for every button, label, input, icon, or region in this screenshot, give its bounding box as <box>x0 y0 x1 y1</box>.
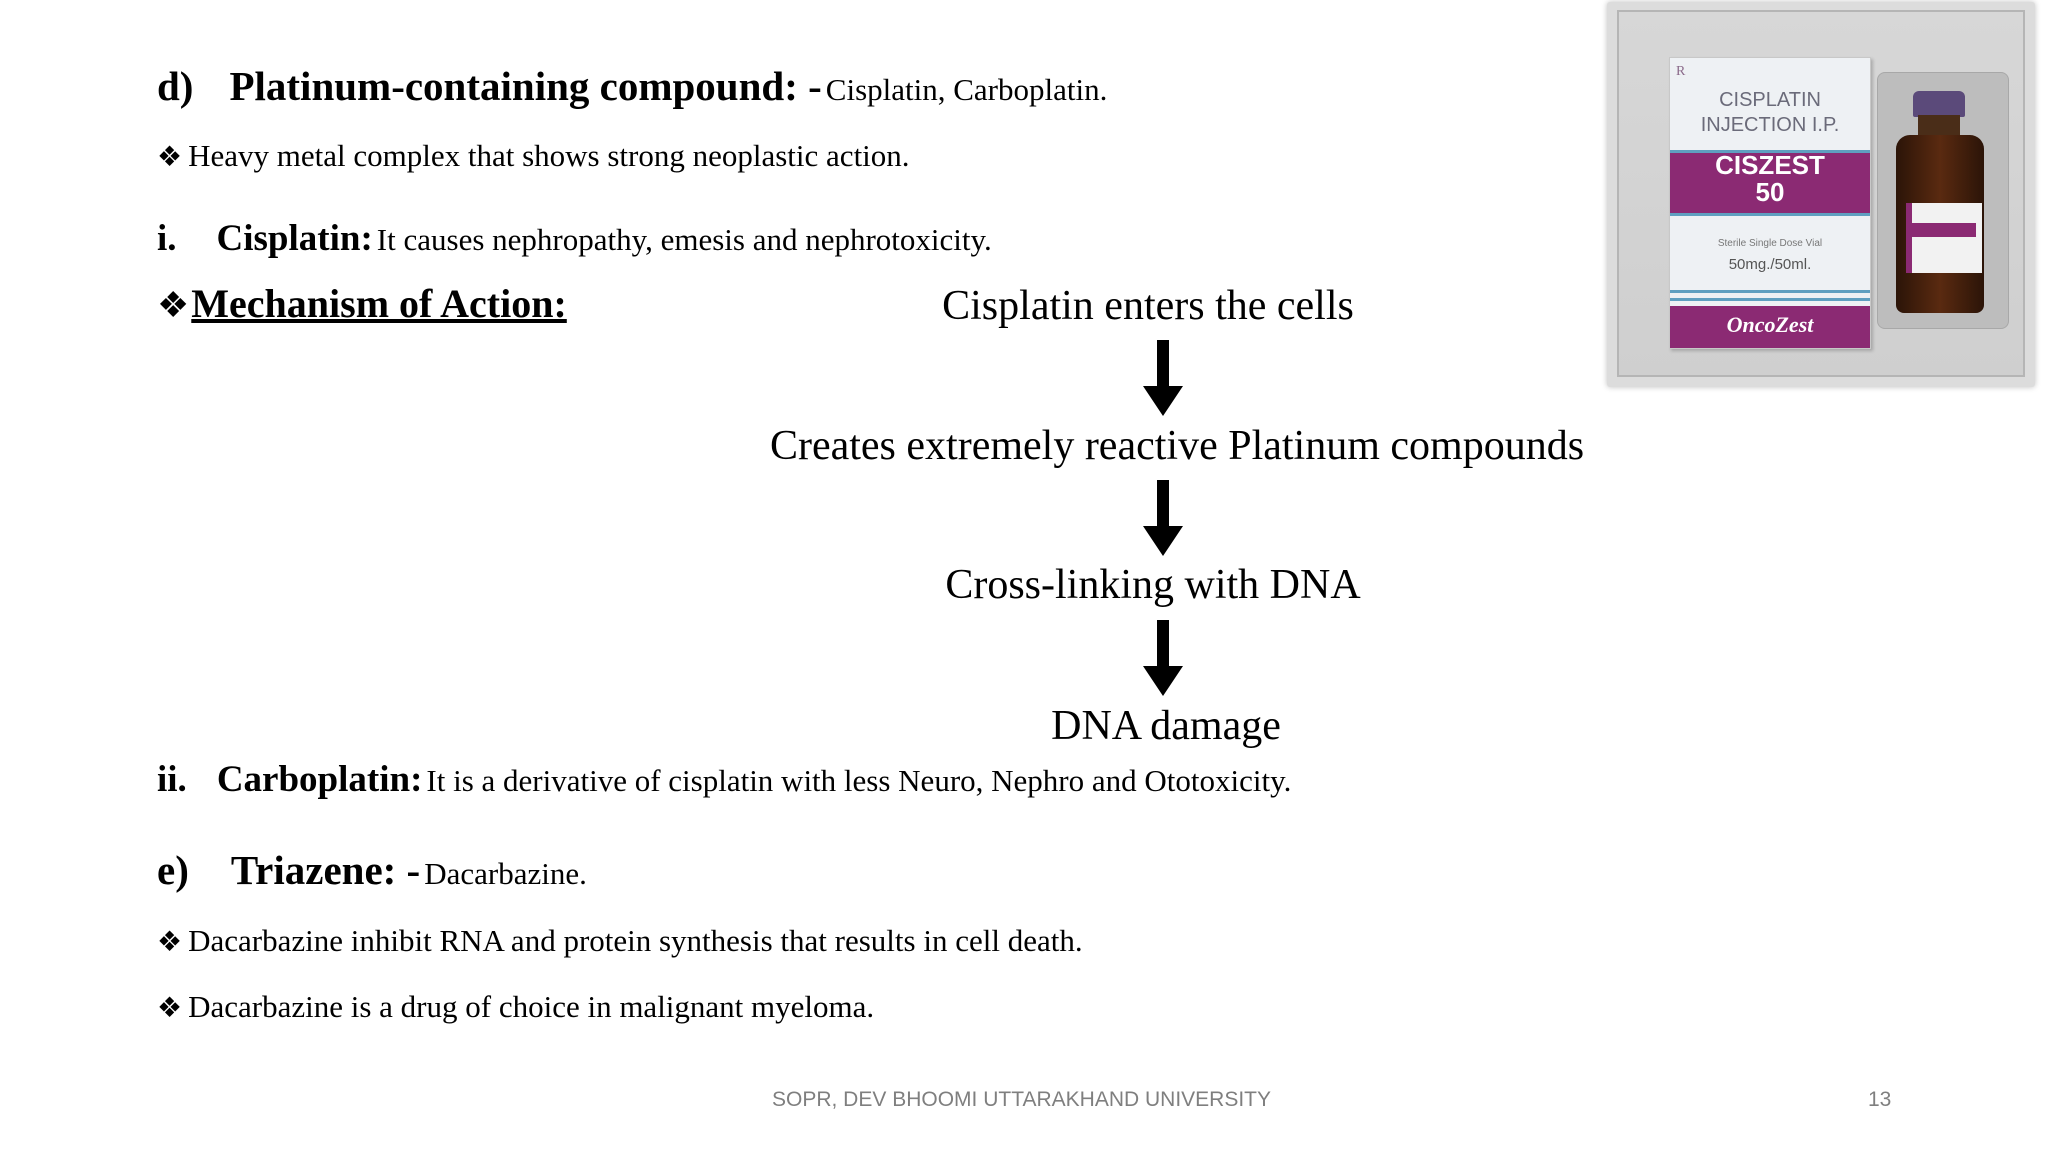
vial-label-stripe <box>1912 223 1976 237</box>
flow-arrow-1 <box>1141 340 1185 416</box>
box-divider <box>1670 290 1870 293</box>
cisplatin-marker: i. <box>157 218 177 259</box>
box-small-text: Sterile Single Dose Vial <box>1717 238 1823 249</box>
bullet-dacarbazine-1 <box>157 923 1083 959</box>
box-divider <box>1670 298 1870 301</box>
flow-arrow-3 <box>1141 620 1185 696</box>
bullet-dacarbazine-1-text: Dacarbazine inhibit RNA and protein synthesis that results in cell death. <box>188 923 1083 958</box>
cisplatin-item <box>157 217 992 260</box>
medicine-box <box>1669 57 1871 349</box>
bullet-dacarbazine-2 <box>157 989 874 1025</box>
vial-neck <box>1918 115 1960 137</box>
bullet-dacarbazine-2-text: Dacarbazine is a drug of choice in malignant myeloma. <box>188 989 875 1024</box>
cisplatin-text: It causes nephropathy, emesis and nephrotoxicity. <box>376 222 992 257</box>
carboplatin-marker: ii. <box>157 759 187 800</box>
photo-background <box>1617 10 2025 377</box>
bullet-icon: ❖ <box>157 142 183 173</box>
mechanism-heading <box>157 280 567 327</box>
carboplatin-text: It is a derivative of cisplatin with less Neuro, Nephro and Ototoxicity. <box>426 763 1292 798</box>
product-photo <box>1607 2 2035 387</box>
vial-tray <box>1877 72 2009 329</box>
section-e-marker: e) <box>157 847 189 893</box>
bullet-heavy-metal <box>157 138 910 174</box>
flow-arrow-2 <box>1141 480 1185 556</box>
section-e-title: Triazene: - <box>230 847 421 893</box>
cisplatin-label: Cisplatin: <box>216 218 373 259</box>
box-maker-logo: OncoZest <box>1726 312 1814 337</box>
section-d-examples: Cisplatin, Carboplatin. <box>825 72 1108 107</box>
box-brand-line-1: CISZEST <box>1715 150 1825 180</box>
carboplatin-label: Carboplatin: <box>216 759 423 800</box>
mechanism-title: Mechanism of Action: <box>191 281 567 326</box>
footer-page-number: 13 <box>1868 1088 1892 1111</box>
box-title-line-1: CISPLATIN <box>1719 89 1821 111</box>
section-d-heading <box>157 62 1107 110</box>
section-e-examples: Dacarbazine. <box>424 856 587 891</box>
flow-step-4: DNA damage <box>1051 703 1281 749</box>
box-title <box>1670 88 1870 138</box>
bullet-icon: ❖ <box>157 927 183 958</box>
box-title-line-2: INJECTION I.P. <box>1700 114 1840 136</box>
bullet-heavy-metal-text: Heavy metal complex that shows strong neoplastic action. <box>188 138 910 173</box>
section-e-heading <box>157 846 587 894</box>
vial-cap <box>1913 91 1965 117</box>
bullet-icon: ❖ <box>157 285 190 325</box>
vial-label <box>1906 203 1982 273</box>
flow-step-1: Cisplatin enters the cells <box>942 283 1354 329</box>
flow-step-2: Creates extremely reactive Platinum compounds <box>769 423 1585 469</box>
bullet-icon: ❖ <box>157 993 183 1024</box>
box-dose: 50mg./50ml. <box>1728 256 1812 273</box>
footer-institution: SOPR, DEV BHOOMI UTTARAKHAND UNIVERSITY <box>772 1088 1272 1111</box>
section-d-title: Platinum-containing compound: - <box>229 63 822 109</box>
flow-step-3: Cross-linking with DNA <box>945 562 1361 608</box>
section-d-marker: d) <box>157 63 194 109</box>
rx-symbol: R <box>1676 64 1686 79</box>
box-brand <box>1670 152 1870 206</box>
box-brand-line-2: 50 <box>1755 177 1785 207</box>
carboplatin-item <box>157 758 1291 801</box>
